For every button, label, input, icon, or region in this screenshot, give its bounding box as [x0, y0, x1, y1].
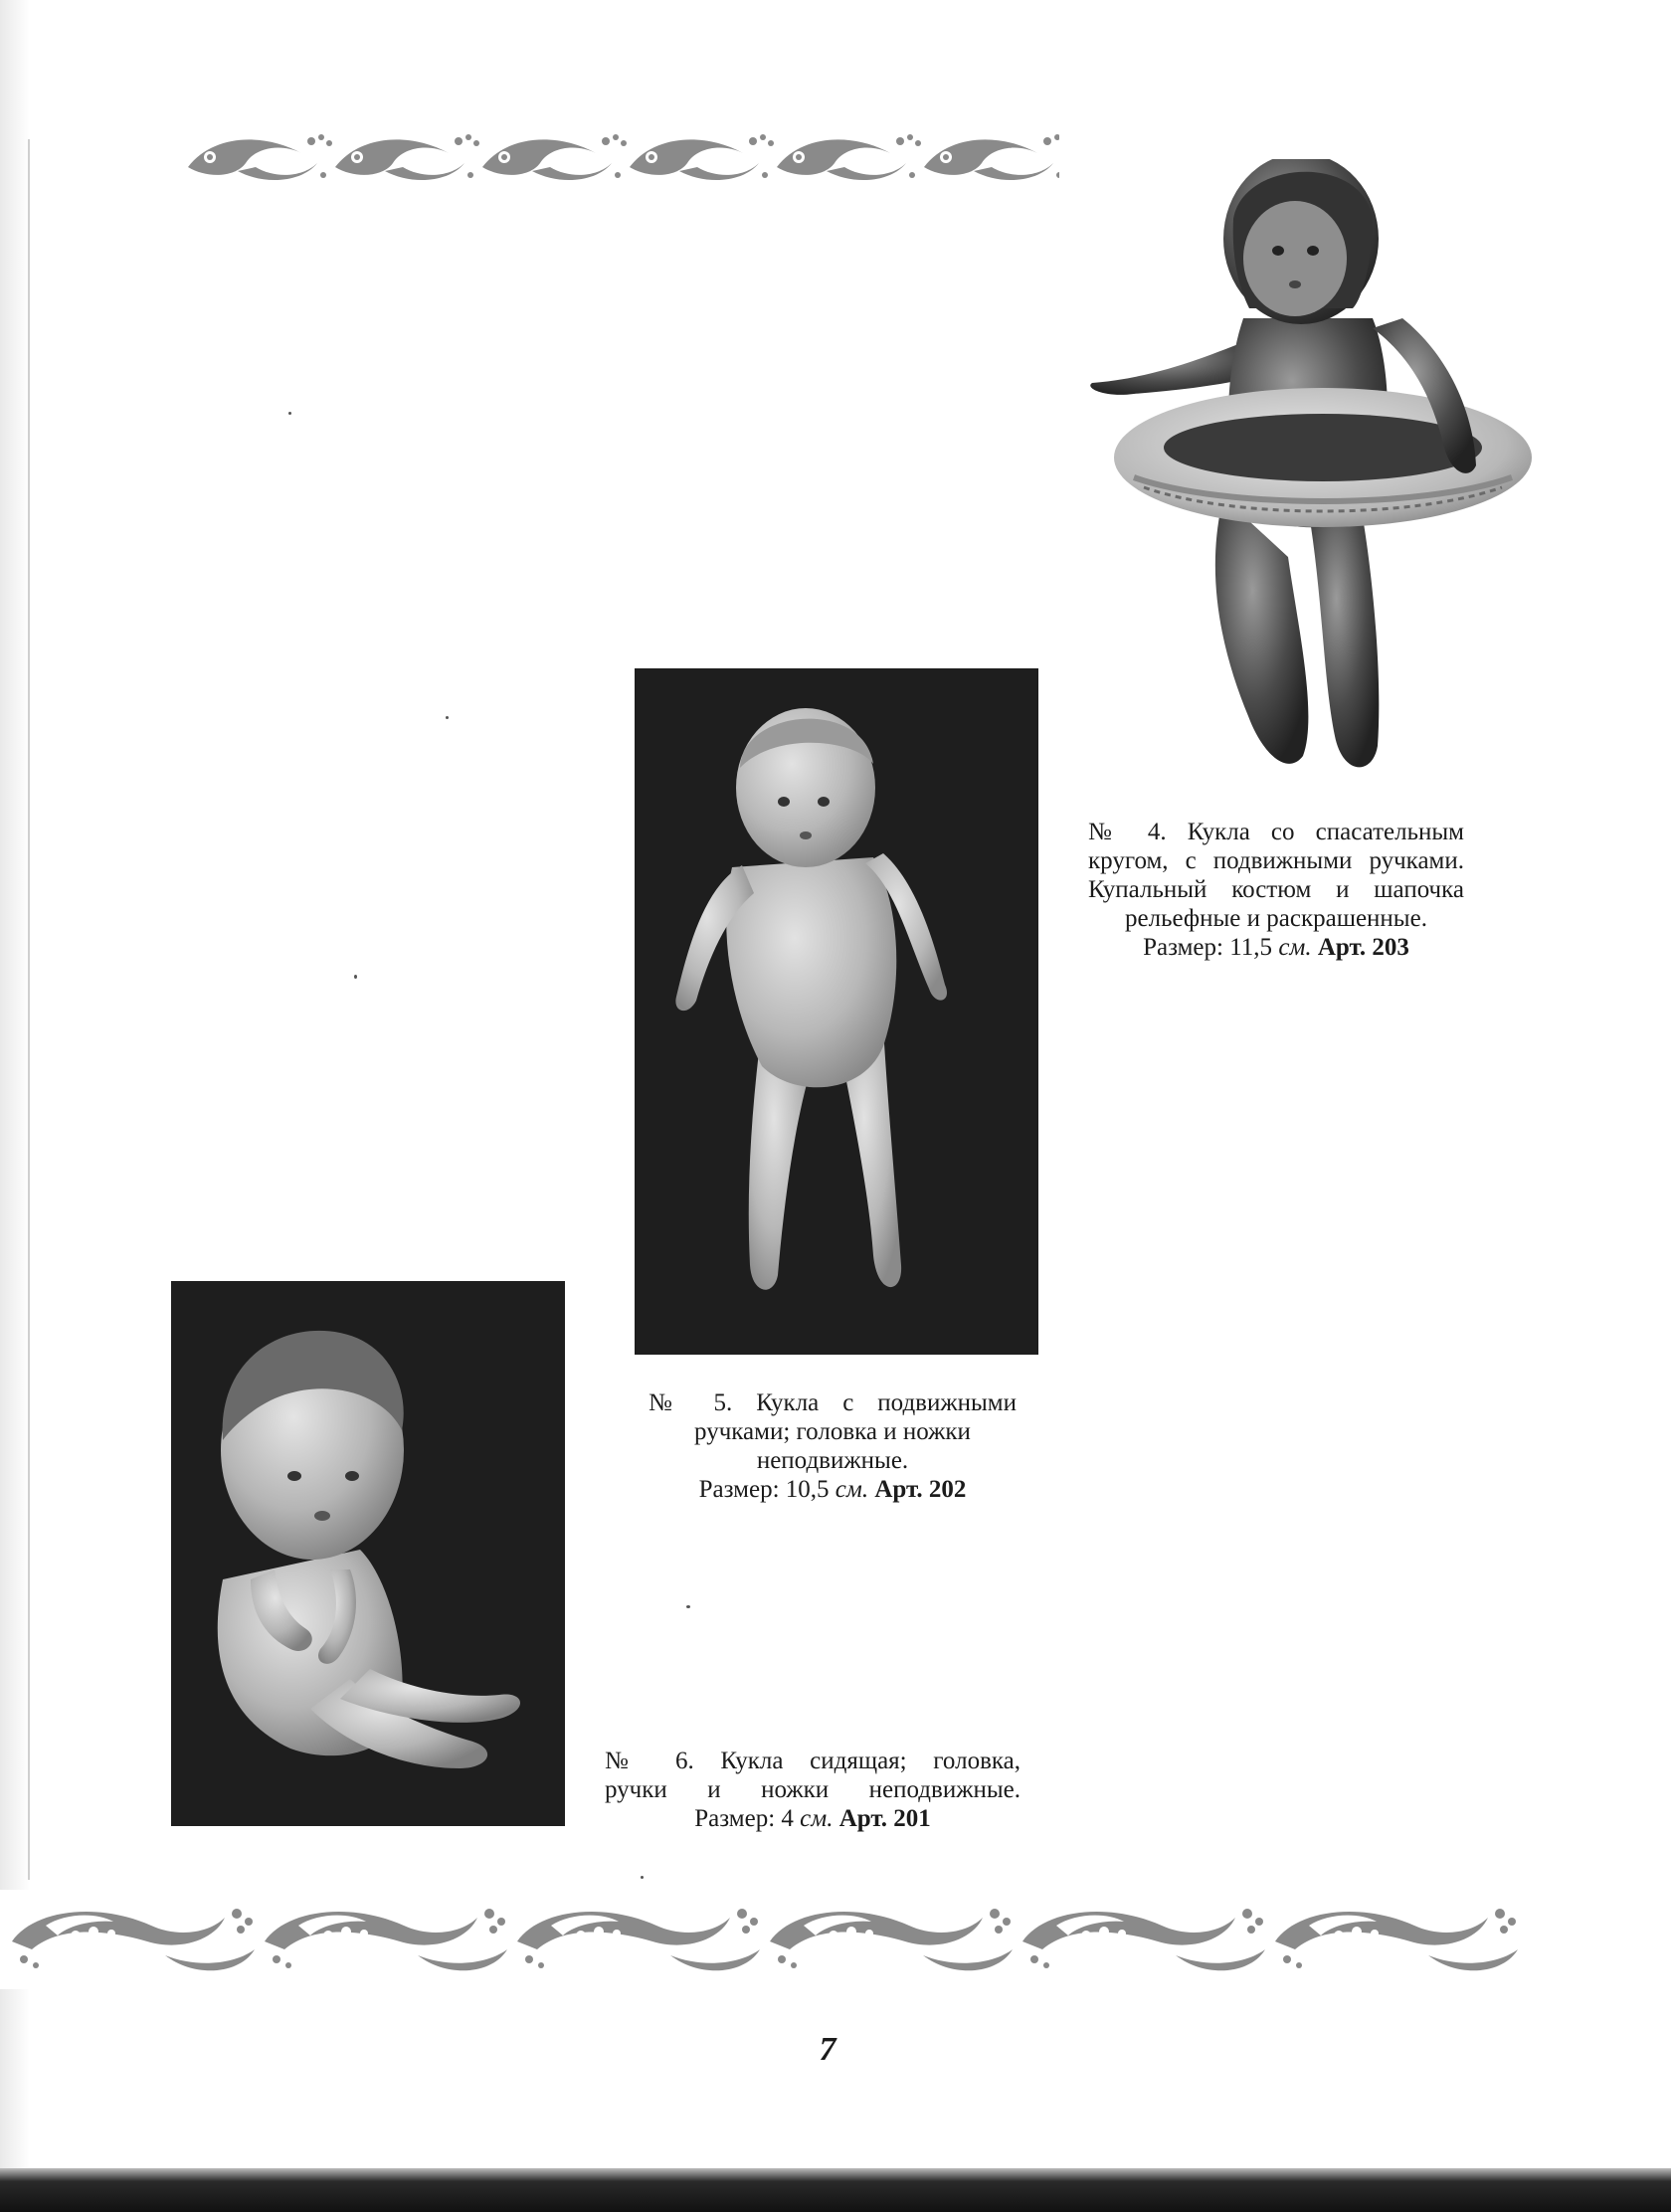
- item-5-size-label: Размер:: [698, 1476, 780, 1503]
- item-6-number: № 6.: [605, 1748, 694, 1774]
- item-6-caption: [605, 1747, 1021, 1833]
- item-6-size-label: Размер:: [694, 1805, 776, 1832]
- item-4-desc-4: рельефные и раскрашенные.: [1125, 905, 1427, 932]
- item-4-desc-1: Кукла со спасательным: [1187, 819, 1464, 845]
- item-6-desc-1: Кукла сидящая; головка,: [720, 1748, 1021, 1774]
- item-6-size-value: 4: [781, 1805, 794, 1832]
- item-4-size-value: 11,5: [1229, 934, 1273, 961]
- item-5-article: Арт. 202: [874, 1476, 967, 1503]
- item-6-line-1: [605, 1747, 1021, 1775]
- item-6-size-unit: см.: [800, 1805, 834, 1832]
- print-speck: [446, 716, 449, 719]
- item-5-caption: [649, 1388, 1017, 1504]
- item-4-article: Арт. 203: [1317, 934, 1409, 961]
- print-speck: [686, 1605, 690, 1608]
- item-5-number: № 5.: [649, 1389, 733, 1416]
- sitting-doll-figure: [171, 1281, 565, 1826]
- print-speck: [288, 412, 291, 415]
- item-5-size-value: 10,5: [785, 1476, 830, 1503]
- item-5-size-unit: см.: [835, 1476, 869, 1503]
- top-ornament-border: [184, 127, 1059, 197]
- item-5-desc-2: ручками; головка и ножки: [694, 1418, 971, 1445]
- item-4-desc-2: кругом, с подвижными ручками.: [1088, 847, 1464, 874]
- doll-with-swim-ring-photo: [1074, 159, 1532, 796]
- standing-doll-figure: [635, 668, 1038, 1355]
- item-6-size-line: [605, 1804, 1021, 1833]
- item-5-size-line: [649, 1475, 1017, 1504]
- print-speck: [641, 1876, 644, 1879]
- scan-bottom-edge: [0, 2168, 1671, 2212]
- item-4-size-line: [1088, 933, 1464, 962]
- item-4-number: № 4.: [1088, 819, 1167, 845]
- sitting-doll-photo: [171, 1281, 565, 1826]
- item-4-desc-3: Купальный костюм и шапочка: [1088, 876, 1464, 903]
- page-spine-shadow: [0, 0, 30, 2212]
- page-number: 7: [819, 2031, 836, 2068]
- item-6-desc-2: ручки и ножки неподвижные.: [605, 1776, 1021, 1803]
- item-4-line-1: [1088, 818, 1464, 846]
- item-4-caption: [1088, 818, 1464, 962]
- standing-doll-photo: [635, 668, 1038, 1355]
- item-4-size-unit: см.: [1278, 934, 1312, 961]
- item-4-size-label: Размер:: [1143, 934, 1223, 961]
- item-6-article: Арт. 201: [838, 1805, 931, 1832]
- binding-line: [28, 139, 30, 1880]
- bottom-ornament-border: [0, 1890, 1540, 1989]
- item-5-desc-3: неподвижные.: [756, 1447, 909, 1474]
- item-5-line-1: [649, 1388, 1017, 1417]
- item-5-desc-1: Кукла с подвижными: [756, 1389, 1017, 1416]
- print-speck: [354, 975, 357, 979]
